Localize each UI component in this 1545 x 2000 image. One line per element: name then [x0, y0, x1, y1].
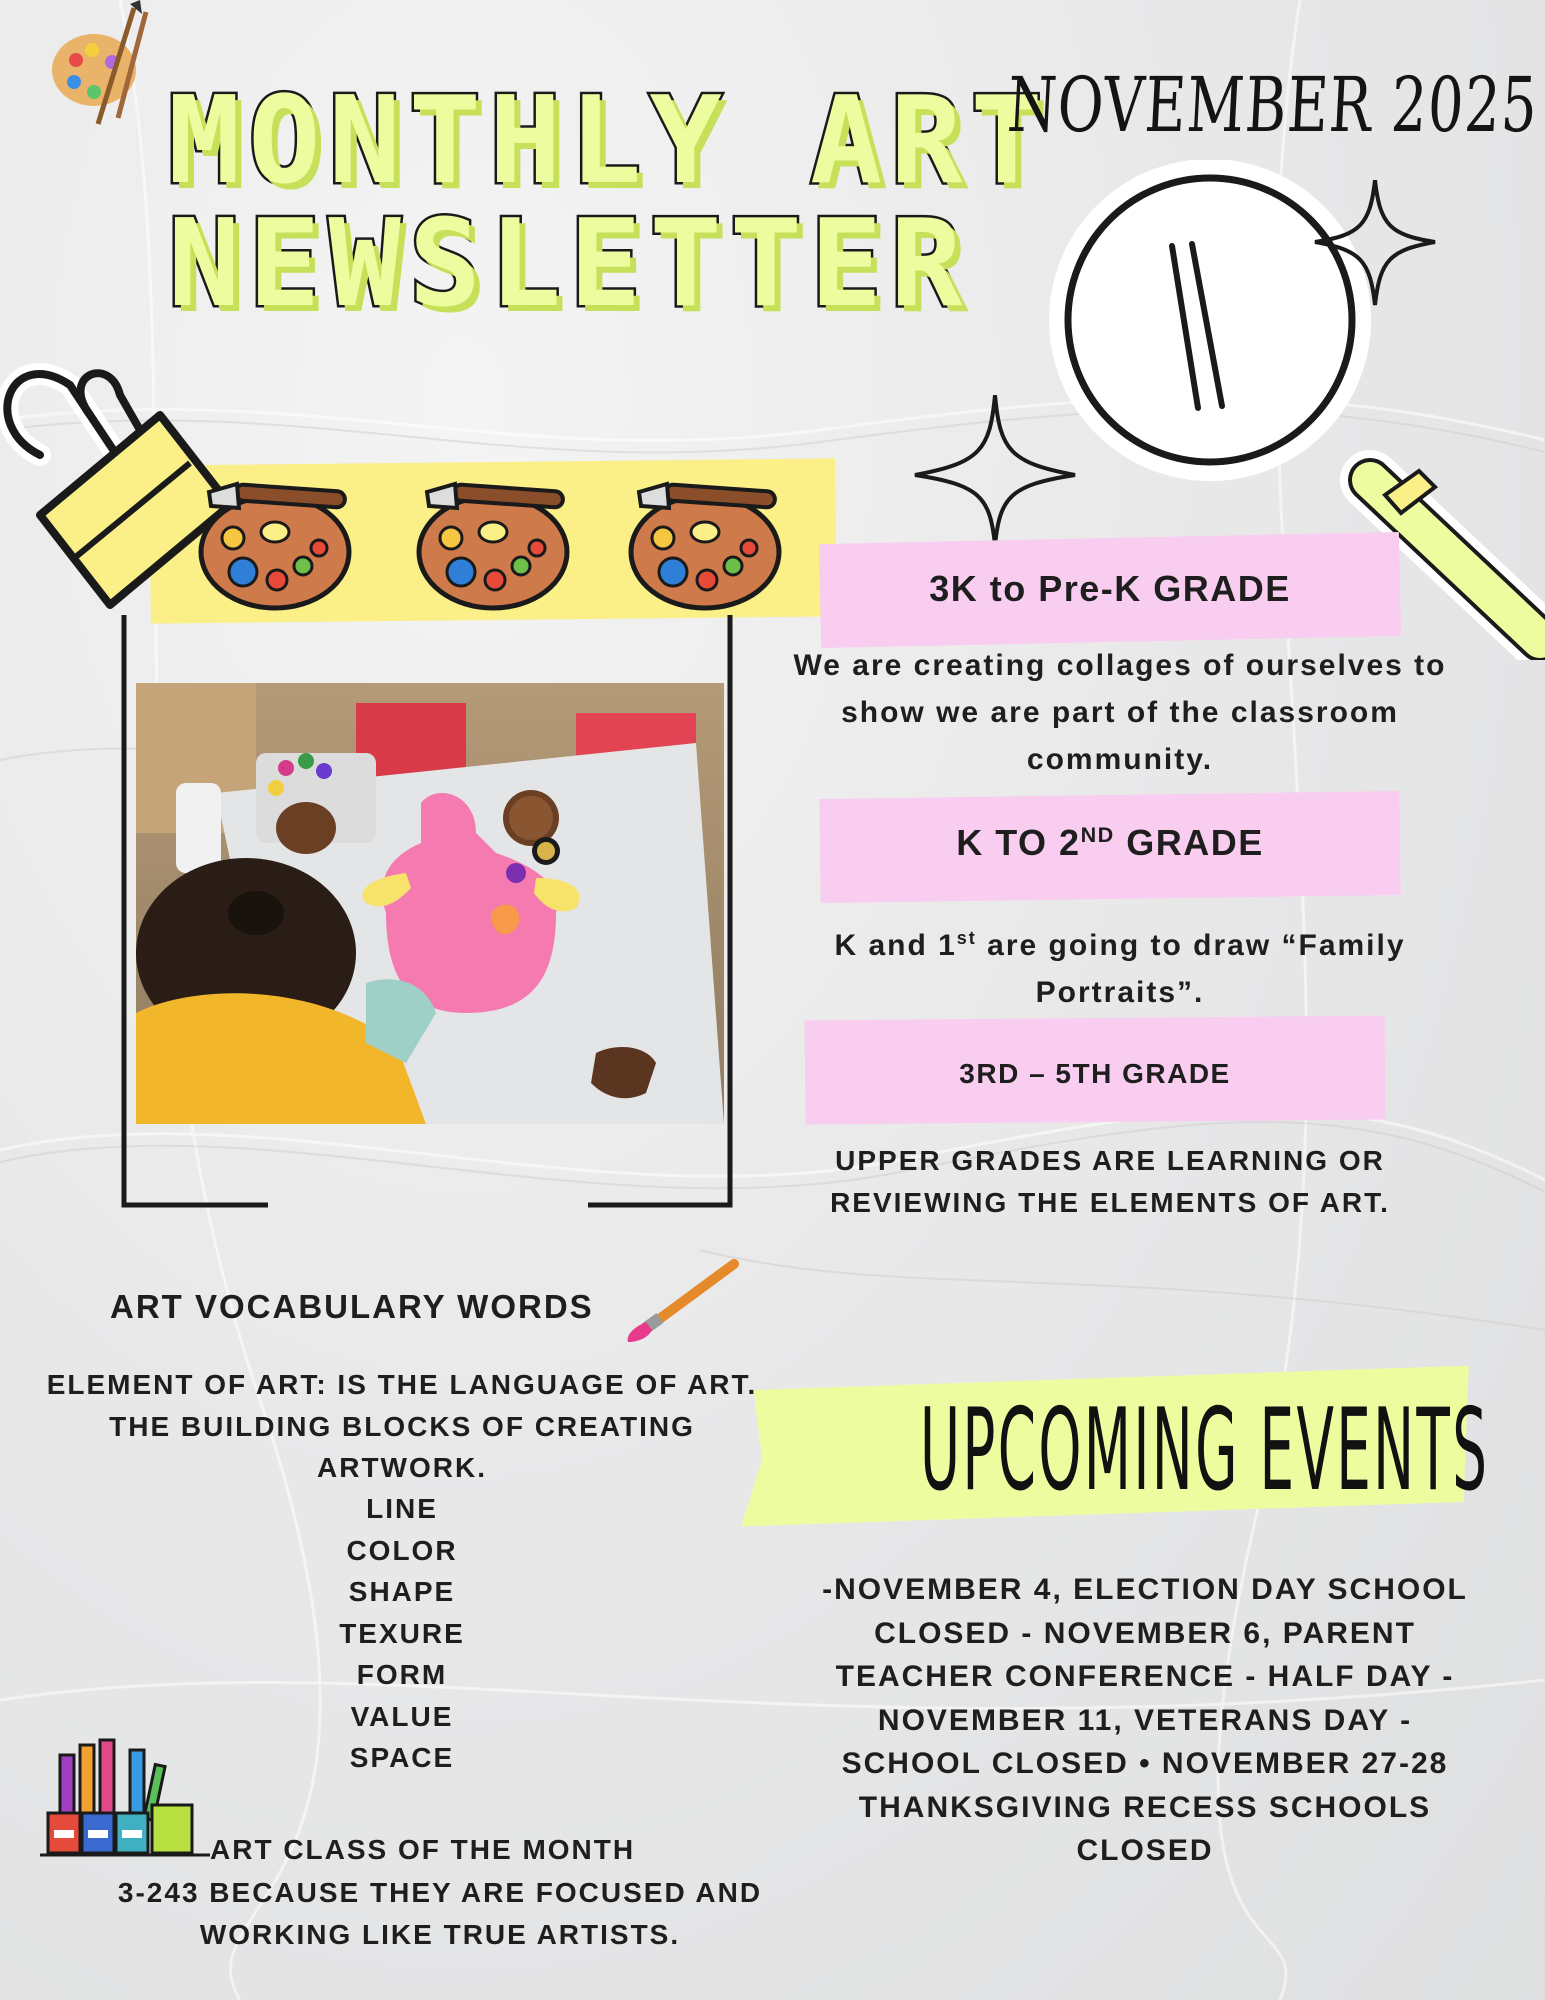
vocab-word: LINE: [366, 1493, 438, 1524]
sparkle-icon: [1310, 180, 1440, 310]
events-title: UPCOMING EVENTS: [920, 1386, 1490, 1517]
g35-text: UPPER GRADES ARE LEARNING OR REVIEWING THE ELEMENTS OF ART.: [830, 1145, 1390, 1218]
paint-palette-icon: [46, 0, 156, 130]
student-collage-photo: [136, 683, 724, 1124]
k2-heading: K TO 2ND GRADE: [956, 822, 1264, 863]
issue-date: NOVEMBER 2025: [1005, 62, 1541, 150]
events-text: -NOVEMBER 4, ELECTION DAY SCHOOL CLOSED - NOVEMBER 6, PARENT TEACHER CONFERENCE - HALF DAY -NOVEMBER 11, VETERANS DAY - SCHOOL CLOSED • NOVEMBER 27-28 THANKSGIVING RECESS SCHOOLS CLOSED: [822, 1573, 1468, 1867]
title-line-1: MONTHLY ART: [168, 72, 1051, 211]
title-line-2: NEWSLETTER: [168, 195, 971, 334]
class-of-month-text: 3-243 BECAUSE THEY ARE FOCUSED AND WORKING LIKE TRUE ARTISTS.: [117, 1877, 763, 1950]
vocab-word: VALUE: [350, 1700, 454, 1732]
class-of-month-heading: ART CLASS OF THE MONTH: [210, 1834, 636, 1865]
palette-row: [195, 470, 795, 620]
sparkle-icon-small: [910, 395, 1080, 545]
vocab-heading: ART VOCABULARY WORDS: [110, 1288, 594, 1325]
vocab-word: COLOR: [346, 1534, 458, 1566]
g35-heading: 3RD – 5TH GRADE: [959, 1058, 1231, 1089]
vocab-word: TEXURE: [339, 1617, 465, 1649]
vocab-word: SPACE: [349, 1742, 455, 1773]
vocab-definition: ELEMENT OF ART: IS THE LANGUAGE OF ART. THE BUILDING BLOCKS OF CREATING ARTWORK.: [46, 1369, 758, 1483]
prek-heading: 3K to Pre-K GRADE: [929, 568, 1291, 609]
palette-icon: [201, 484, 349, 608]
art-supplies-icon: [40, 1735, 210, 1860]
vocab-word-list: [302, 1488, 502, 1779]
prek-text: We are creating collages of ourselves to show we are part of the classroom community.: [793, 649, 1447, 776]
paintbrush-icon: [622, 1258, 742, 1343]
k2-text: K and 1st are going to draw “Family Portraits”.: [834, 928, 1406, 1009]
vocab-word: SHAPE: [348, 1576, 456, 1607]
vocab-word: FORM: [356, 1659, 448, 1690]
